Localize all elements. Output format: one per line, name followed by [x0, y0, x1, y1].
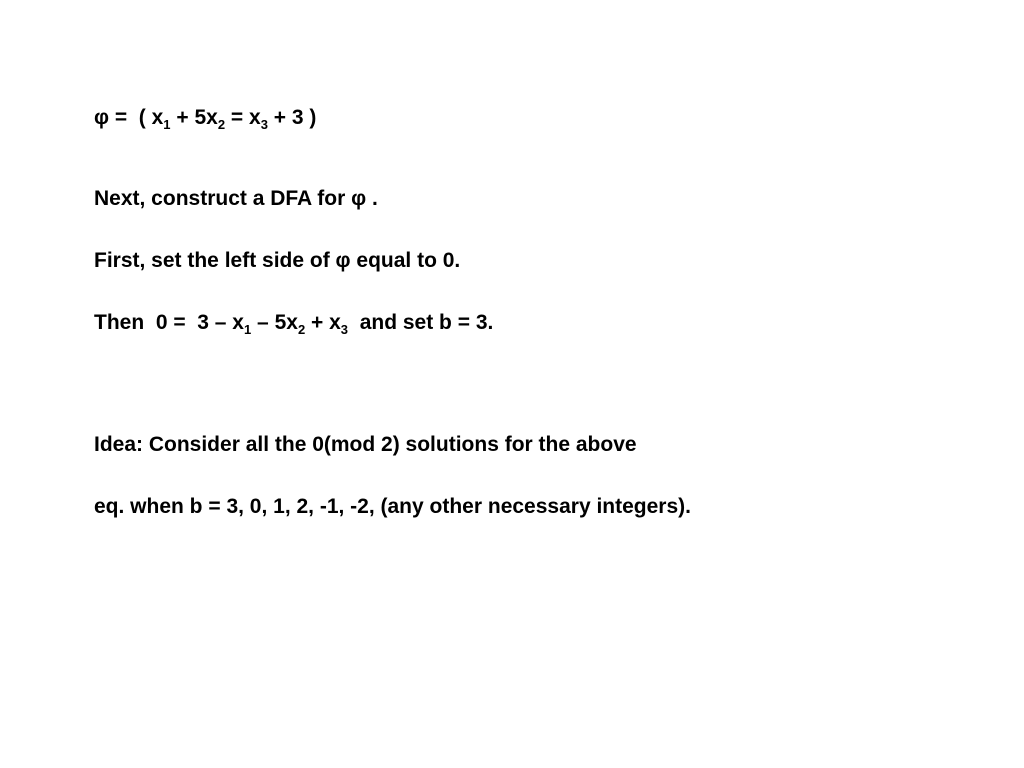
subscript: 3 — [340, 322, 349, 337]
equation-part: and set b = 3. — [348, 311, 494, 334]
phi-formula — [94, 106, 317, 132]
left-side-text: First, set the left side of φ equal to 0. — [94, 249, 461, 272]
equation-part: Then 0 = 3 – x — [94, 311, 244, 334]
subscript: 1 — [163, 117, 171, 132]
subscript: 3 — [260, 117, 268, 132]
formula-part: + 3 ) — [267, 106, 317, 129]
then-equation — [94, 311, 494, 337]
subscript: 2 — [217, 117, 226, 132]
equation-part: – 5x — [251, 311, 298, 334]
equation-part: + x — [305, 311, 341, 334]
construct-dfa-text: Next, construct a DFA for φ . — [94, 187, 378, 210]
b-values-text: eq. when b = 3, 0, 1, 2, -1, -2, (any other necessary integers). — [94, 495, 691, 518]
formula-part: = x — [225, 106, 261, 129]
subscript: 2 — [297, 322, 306, 337]
formula-part: φ = ( x — [94, 106, 164, 129]
formula-part: + 5x — [170, 106, 218, 129]
idea-text: Idea: Consider all the 0(mod 2) solutions for the above — [94, 433, 637, 456]
subscript: 1 — [243, 322, 252, 337]
